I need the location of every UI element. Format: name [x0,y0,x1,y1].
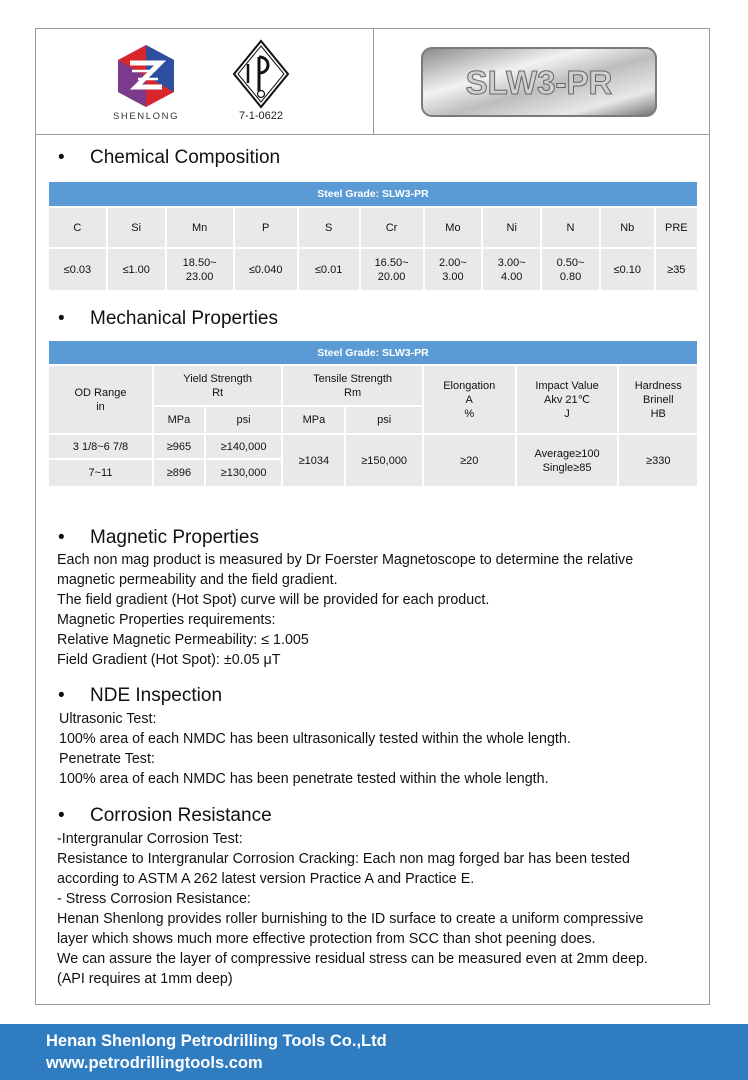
api-monogram [226,39,296,129]
corrosion-text: -Intergranular Corrosion Test: Resistance to Intergranular Corrosion Cracking: Each non mag forged bar has been tested according to ASTM A 262 latest version Practice A and Practice E. - Stress Corrosion Resistance: Henan Shenlong provides roller burnishing to the ID surface to create a uniform compressive layer which shows much more effective protection from SCC than shot peening does. We can assure the layer of compressive residual stress can be measured even at 2mm deep. (API requires at 1mm deep) [57,831,648,987]
hardness-header: Hardness Brinell HB [619,366,697,433]
footer-website[interactable]: www.petrodrillingtools.com [46,1054,263,1072]
chemical-elements-row: C Si Mn P S Cr Mo Ni N Nb PRE [49,208,697,247]
tensile-mpa-unit: MPa [283,407,344,433]
header [36,29,709,135]
mechanical-grade-header: Steel Grade: SLW3-PR [49,341,697,364]
table-row: 7~11 ≥896 ≥130,000 [49,460,697,486]
chemical-grade-header: Steel Grade: SLW3-PR [49,182,697,206]
elongation-value: ≥20 [424,435,515,486]
shenlong-logo [96,43,196,125]
impact-value: Average≥100 Single≥85 [517,435,618,486]
mechanical-table [47,339,699,488]
table-cell: 2.00~ 3.00 [425,249,482,290]
brand-name: SHENLONG [112,111,180,122]
shenlong-logo-icon [96,43,196,113]
table-cell: ≤0.040 [235,249,297,290]
chemical-table [47,180,699,292]
table-row: 3 1/8~6 7/8 ≥965 ≥140,000 ≥1034 ≥150,000 ≥20 Average≥100 Single≥85 ≥330 [49,435,697,458]
yield-psi-unit: psi [206,407,281,433]
magnetic-text: Each non mag product is measured by Dr Foerster Magnetoscope to determine the relative magnetic permeability and the field gradient. The field gradient (Hot Spot) curve will be provided for each product. Magnetic Properties requirements: Relative Magnetic Permeability: ≤ 1.005 Field Gradient (Hot Spot): ±0.05 μT [57,552,634,668]
grade-badge-text: SLW3-PR [465,64,613,101]
tensile-psi-unit: psi [346,407,421,433]
tensile-mpa-value: ≥1034 [283,435,344,486]
table-cell: 18.50~ 23.00 [167,249,233,290]
hardness-value: ≥330 [619,435,697,486]
table-cell: ≤0.01 [299,249,359,290]
table-cell: ≤0.03 [49,249,106,290]
yield-header: Yield Strength Rt [154,366,281,405]
elongation-header: Elongation A % [424,366,515,433]
grade-badge [420,46,658,118]
footer-company: Henan Shenlong Petrodrilling Tools Co.,Ltd [46,1032,387,1050]
table-cell: 0.50~ 0.80 [542,249,599,290]
table-cell: ≤0.10 [601,249,654,290]
chemical-values-row [49,249,697,290]
tensile-psi-value: ≥150,000 [346,435,421,486]
header-divider [373,29,374,134]
table-cell: ≥35 [656,249,697,290]
tensile-header: Tensile Strength Rm [283,366,422,405]
table-cell: 16.50~ 20.00 [361,249,423,290]
nde-text: Ultrasonic Test: 100% area of each NMDC has been ultrasonically tested within the whole length. Penetrate Test: 100% area of each NMDC has been penetrate tested within the whole length. [59,711,571,787]
impact-header: Impact Value Akv 21℃ J [517,366,618,433]
od-range-header: OD Range in [49,366,152,433]
yield-mpa-unit: MPa [154,407,204,433]
table-cell: ≤1.00 [108,249,165,290]
api-monogram-icon [226,39,296,109]
table-cell: 3.00~ 4.00 [483,249,540,290]
license-number: 7-1-0622 [238,110,284,122]
footer [0,1024,748,1080]
